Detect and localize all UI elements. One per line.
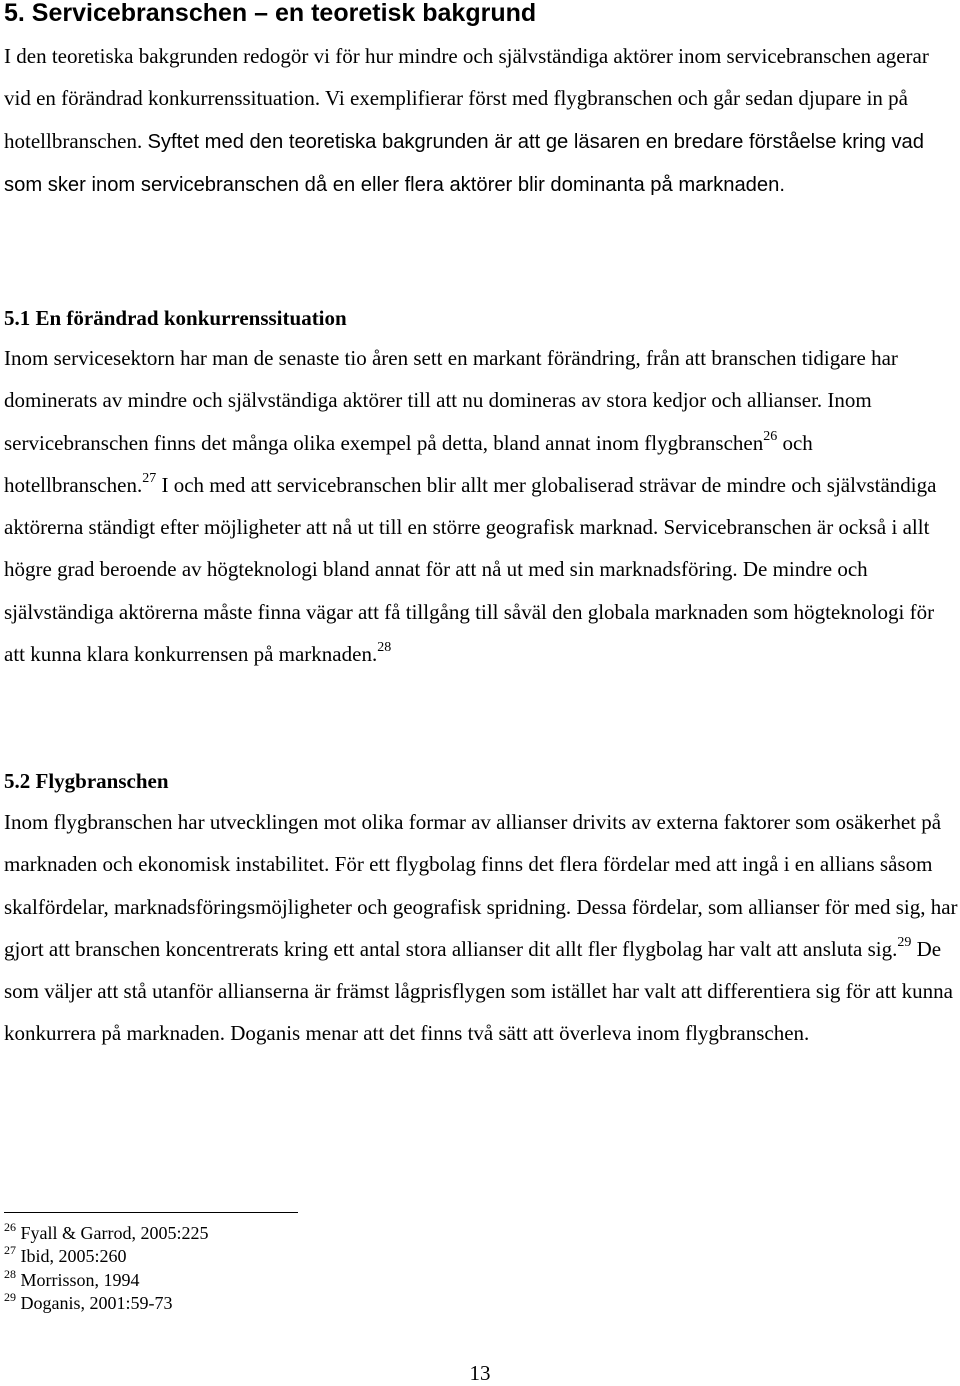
footnotes	[4, 1222, 208, 1315]
intro-text-serif: I den teoretiska bakgrunden redogör vi för hur mindre och självständiga aktörer inom servicebranschen agerar vid en förändrad konkurrenssituation. Vi exemplifierar först med flygbranschen och går sedan djupare in på hotellbranschen.	[4, 44, 929, 153]
footnote	[4, 1266, 208, 1292]
section-5-1-text: Inom servicesektorn har man de senaste tio åren sett en markant förändring, från att branschen tidigare har dominerats av mindre och självständiga aktörer till att nu domineras av stora kedjor och allianser. Inom servicebranschen finns det många olika exempel på detta, bland annat inom flygbranschen	[4, 346, 898, 455]
footnote-ref: 28	[377, 640, 392, 656]
footnote-ref: 29	[897, 934, 912, 950]
footnote-text: Morrisson, 1994	[20, 1269, 140, 1290]
footnote-ref: 26	[763, 428, 778, 444]
section-5-1-heading: 5.1 En förändrad konkurrenssituation	[4, 306, 347, 330]
page-number: 13	[469, 1361, 491, 1385]
intro-text-sans: Syftet med den teoretiska bakgrunden är att ge läsaren en bredare förståelse kring vad som sker inom servicebranschen då en eller flera aktörer blir dominanta på marknaden.	[4, 130, 925, 196]
intro-paragraph	[4, 35, 960, 206]
section-5-1-text: I och med att servicebranschen blir allt mer globaliserad strävar de mindre och självständiga aktörerna ständigt efter möjligheter att nå ut till en större geografisk marknad. Servicebranschen är också i allt högre grad beroende av högteknologi bland annat för att nå ut med sin marknadsföring. De mindre och självständiga aktörerna måste finna vägar att få tillgång till såväl den globala marknaden som högteknologi för att kunna klara konkurrensen på marknaden.	[4, 472, 937, 667]
footnote-divider	[4, 1212, 298, 1213]
footnote-number: 29	[4, 1289, 16, 1304]
section-5-1-paragraph	[4, 337, 960, 675]
footnote-number: 28	[4, 1266, 16, 1281]
footnote-text: Ibid, 2005:260	[20, 1246, 127, 1267]
chapter-heading: 5. Servicebranschen – en teoretisk bakgrund	[4, 0, 537, 27]
footnote-text: Doganis, 2001:59-73	[20, 1292, 173, 1313]
footnote	[4, 1289, 208, 1315]
footnote-ref: 27	[142, 470, 157, 486]
section-5-2-text: De som väljer att stå utanför allianserna är främst lågprisflygen som istället har valt att differentiera sig för att kunna konkurrera på marknaden. Doganis menar att det finns två sätt att överleva inom flygbranschen.	[4, 936, 953, 1046]
section-5-2-heading: 5.2 Flygbranschen	[4, 769, 169, 793]
footnote-number: 26	[4, 1220, 16, 1234]
footnote	[4, 1222, 208, 1245]
section-5-1-text: och hotellbranschen.	[4, 430, 813, 497]
footnote-text: Fyall & Garrod, 2005:225	[20, 1223, 209, 1243]
footnote	[4, 1245, 208, 1268]
footnote-number: 27	[4, 1243, 16, 1258]
section-5-2-text: Inom flygbranschen har utvecklingen mot olika formar av allianser drivits av externa faktorer som osäkerhet på marknaden och ekonomisk instabilitet. För ett flygbolag finns det flera fördelar med att ingå i en allians såsom skalfördelar, marknadsföringsmöjligheter och geografisk spridning. Dessa fördelar, som allianser för med sig, har gjort att branschen koncentrerats kring ett antal stora allianser dit allt fler flygbolag har valt att ansluta sig.	[4, 810, 958, 961]
section-5-2-paragraph	[4, 801, 960, 1055]
